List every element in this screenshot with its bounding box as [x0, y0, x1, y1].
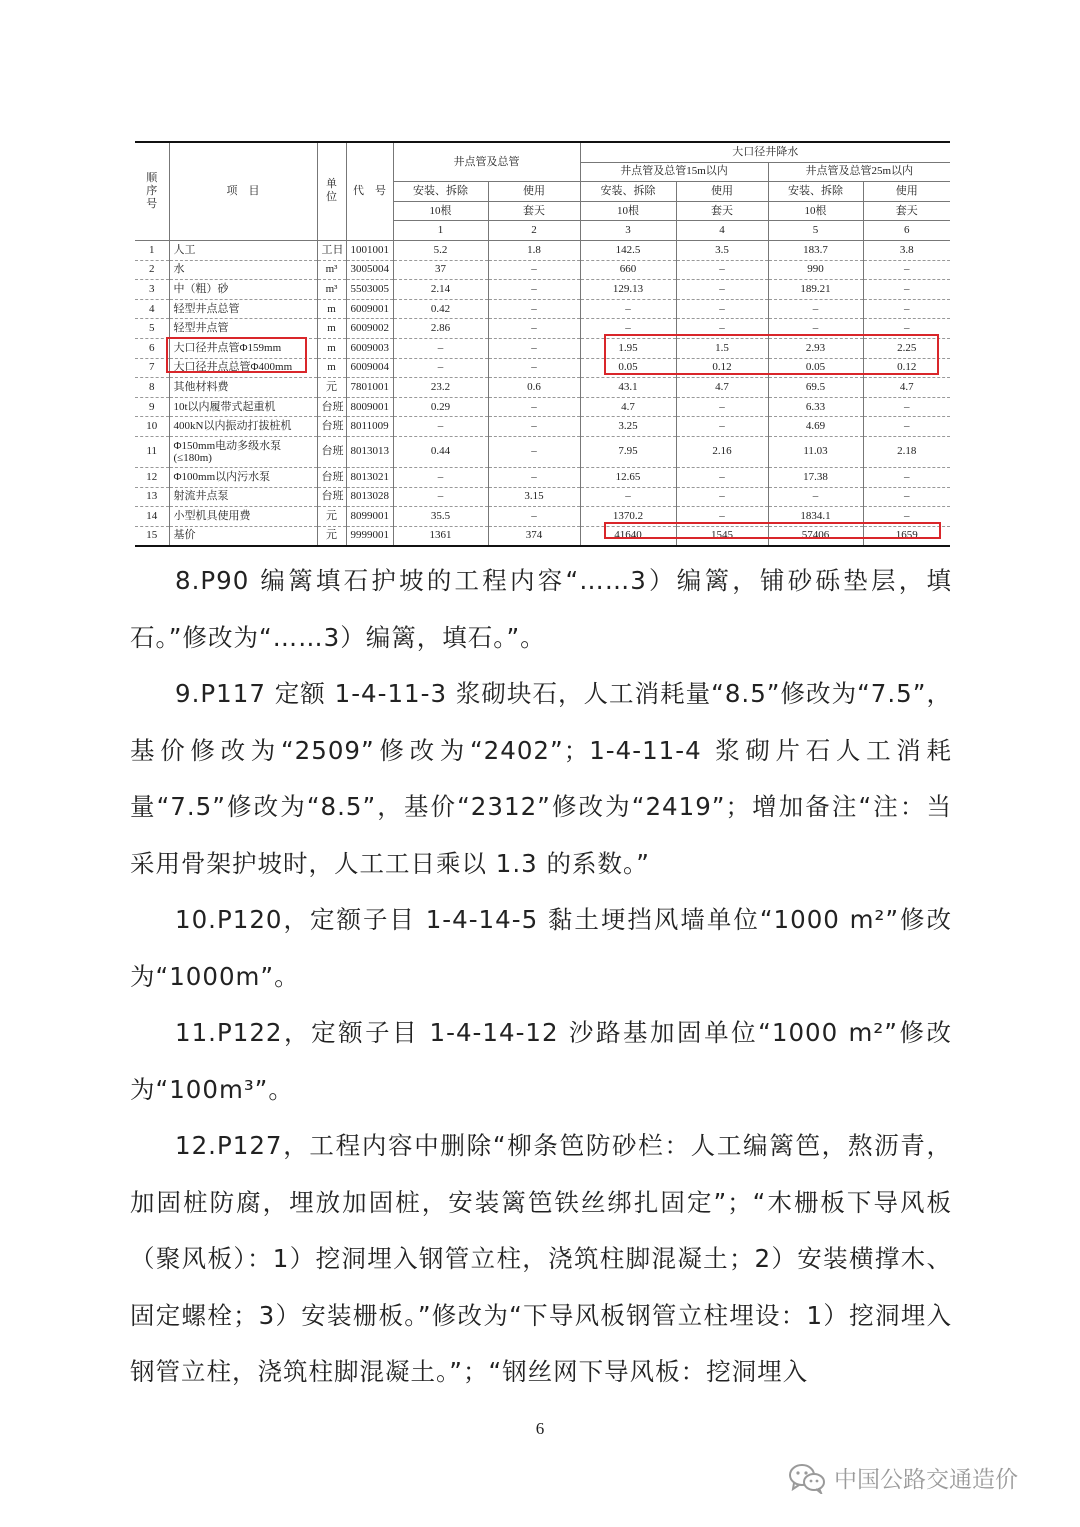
header-unit-roots: 10根	[580, 201, 676, 221]
row-value: –	[676, 487, 768, 507]
row-value: –	[676, 280, 768, 300]
row-code: 8013013	[346, 436, 393, 467]
row-value: 57406	[768, 526, 863, 546]
header-group-large-well: 大口径井降水	[580, 142, 950, 162]
row-value: –	[863, 487, 950, 507]
row-value: –	[488, 397, 580, 417]
row-unit: m	[317, 319, 346, 339]
row-value: 1.5	[676, 338, 768, 358]
header-code: 代 号	[346, 142, 393, 240]
row-seq: 10	[135, 417, 169, 437]
header-item: 项 目	[169, 142, 317, 240]
table-row	[135, 280, 950, 300]
row-value: 41640	[580, 526, 676, 546]
row-value: 4.7	[863, 378, 950, 398]
row-value: 0.12	[676, 358, 768, 378]
row-value: 189.21	[768, 280, 863, 300]
row-value: 0.05	[768, 358, 863, 378]
row-seq: 11	[135, 436, 169, 467]
paragraph-12: 12.P127，工程内容中删除“柳条笆防砂栏：人工编篱笆，熬沥青，加固桩防腐，埋放加固桩，安装篱笆铁丝绑扎固定”；“木栅板下导风板（聚风板）：1）挖洞埋入钢管立柱，浇筑柱脚混凝土；2）安装横撑木、固定螺栓；3）安装栅板。”修改为“下导风板钢管立柱埋设：1）挖洞埋入钢管立柱，浇筑柱脚混凝土。”；“钢丝网下导风板：挖洞埋入	[130, 1131, 952, 1386]
row-item: 水	[169, 260, 317, 280]
row-value: –	[676, 299, 768, 319]
row-code: 6009003	[346, 338, 393, 358]
row-value: 2.93	[768, 338, 863, 358]
row-item: 大口径井点总管Φ400mm	[169, 358, 317, 378]
row-value: 1834.1	[768, 507, 863, 527]
row-value: 129.13	[580, 280, 676, 300]
row-value: –	[393, 338, 488, 358]
row-code: 6009001	[346, 299, 393, 319]
wechat-icon	[788, 1462, 826, 1494]
row-value: –	[676, 467, 768, 487]
page-number: 6	[535, 1419, 545, 1438]
row-value: –	[863, 397, 950, 417]
row-item: 其他材料费	[169, 378, 317, 398]
row-seq: 1	[135, 240, 169, 260]
row-value: –	[488, 338, 580, 358]
row-unit: m³	[317, 280, 346, 300]
row-value: –	[488, 507, 580, 527]
row-unit: m	[317, 299, 346, 319]
row-value: –	[676, 319, 768, 339]
row-seq: 12	[135, 467, 169, 487]
row-seq: 6	[135, 338, 169, 358]
row-unit: 元	[317, 526, 346, 546]
table-row	[135, 260, 950, 280]
row-item: 中（粗）砂	[169, 280, 317, 300]
header-unit-setday: 套天	[488, 201, 580, 221]
row-value: –	[768, 319, 863, 339]
row-value: 2.16	[676, 436, 768, 467]
row-unit: 台班	[317, 417, 346, 437]
row-item: Φ100mm以内污水泵	[169, 467, 317, 487]
row-value: 0.29	[393, 397, 488, 417]
row-code: 8013028	[346, 487, 393, 507]
row-value: 142.5	[580, 240, 676, 260]
row-value: –	[676, 417, 768, 437]
header-seq: 顺序号	[135, 142, 169, 240]
row-code: 8013021	[346, 467, 393, 487]
row-value: 660	[580, 260, 676, 280]
row-unit: 台班	[317, 487, 346, 507]
row-value: –	[488, 467, 580, 487]
row-unit: 工日	[317, 240, 346, 260]
row-value: 3.15	[488, 487, 580, 507]
row-value: 2.25	[863, 338, 950, 358]
row-code: 3005004	[346, 260, 393, 280]
table-row	[135, 240, 950, 260]
header-unit-roots: 10根	[768, 201, 863, 221]
row-value: 6.33	[768, 397, 863, 417]
row-unit: m³	[317, 260, 346, 280]
row-value: 2.14	[393, 280, 488, 300]
header-sub-25m: 井点管及总管25m以内	[768, 162, 950, 182]
row-value: 990	[768, 260, 863, 280]
row-unit: m	[317, 338, 346, 358]
highlight-box-values	[604, 334, 939, 375]
header-use: 使用	[488, 182, 580, 202]
row-value: –	[488, 299, 580, 319]
row-code: 7801001	[346, 378, 393, 398]
paragraph-11: 11.P122，定额子目 1-4-14-12 沙路基加固单位“1000 m²”修改为“100m³”。	[130, 1018, 952, 1104]
row-value: 0.12	[863, 358, 950, 378]
row-value: –	[580, 299, 676, 319]
table-row	[135, 487, 950, 507]
row-value: –	[863, 417, 950, 437]
row-value: 3.25	[580, 417, 676, 437]
row-seq: 2	[135, 260, 169, 280]
header-row-1	[135, 142, 950, 162]
row-value: –	[488, 358, 580, 378]
header-sub-15m: 井点管及总管15m以内	[580, 162, 768, 182]
watermark	[788, 1461, 1018, 1494]
row-value: –	[393, 417, 488, 437]
row-code: 9999001	[346, 526, 393, 546]
row-value: 17.38	[768, 467, 863, 487]
header-use: 使用	[676, 182, 768, 202]
row-value: 1659	[863, 526, 950, 546]
row-code: 8009001	[346, 397, 393, 417]
row-item: 轻型井点管	[169, 319, 317, 339]
row-value: –	[676, 507, 768, 527]
row-code: 6009004	[346, 358, 393, 378]
header-group-wellpoint: 井点管及总管	[393, 142, 580, 182]
header-install: 安装、拆除	[768, 182, 863, 202]
row-value: 5.2	[393, 240, 488, 260]
row-value: 7.95	[580, 436, 676, 467]
row-value: 0.42	[393, 299, 488, 319]
row-value: –	[488, 436, 580, 467]
row-value: 0.6	[488, 378, 580, 398]
row-value: –	[863, 299, 950, 319]
header-col-num: 3	[580, 221, 676, 241]
row-item: 射流井点泵	[169, 487, 317, 507]
row-value: –	[393, 467, 488, 487]
row-value: –	[863, 260, 950, 280]
row-value: 3.8	[863, 240, 950, 260]
row-seq: 4	[135, 299, 169, 319]
row-value: 1545	[676, 526, 768, 546]
row-value: –	[488, 260, 580, 280]
highlight-box-baseprice	[604, 522, 941, 539]
row-value: 11.03	[768, 436, 863, 467]
row-value: 374	[488, 526, 580, 546]
row-unit: 台班	[317, 436, 346, 467]
row-seq: 5	[135, 319, 169, 339]
row-value: 37	[393, 260, 488, 280]
row-value: –	[768, 299, 863, 319]
table-row	[135, 417, 950, 437]
row-value: 4.69	[768, 417, 863, 437]
row-seq: 8	[135, 378, 169, 398]
header-col-num: 1	[393, 221, 488, 241]
row-seq: 13	[135, 487, 169, 507]
row-unit: 元	[317, 378, 346, 398]
row-value: 23.2	[393, 378, 488, 398]
table-row	[135, 299, 950, 319]
row-value: 1361	[393, 526, 488, 546]
paragraph-8: 8.P90 编篱填石护坡的工程内容“……3）编篱，铺砂砾垫层，填石。”修改为“……3）编篱，填石。”。	[130, 566, 952, 652]
header-use: 使用	[863, 182, 950, 202]
paragraph-9: 9.P117 定额 1-4-11-3 浆砌块石，人工消耗量“8.5”修改为“7.5”，基价修改为“2509”修改为“2402”；1-4-11-4 浆砌片石人工消耗量“7.5”修改为“8.5”，基价“2312”修改为“2419”；增加备注“注：当采用骨架护坡时，人工工日乘以 1.3 的系数。”	[130, 679, 952, 878]
row-code: 8011009	[346, 417, 393, 437]
row-item: 大口径井点管Φ159mm	[169, 338, 317, 358]
row-value: 3.5	[676, 240, 768, 260]
header-col-num: 5	[768, 221, 863, 241]
row-value: –	[676, 260, 768, 280]
header-unit-roots: 10根	[393, 201, 488, 221]
table-row	[135, 397, 950, 417]
row-value: –	[488, 417, 580, 437]
row-value: –	[580, 487, 676, 507]
paragraph-10: 10.P120，定额子目 1-4-14-5 黏土埂挡风墙单位“1000 m²”修改为“1000m”。	[130, 905, 952, 991]
row-unit: 元	[317, 507, 346, 527]
row-value: –	[768, 487, 863, 507]
row-value: –	[488, 280, 580, 300]
row-value: 43.1	[580, 378, 676, 398]
row-value: –	[863, 319, 950, 339]
row-value: –	[393, 487, 488, 507]
row-value: 69.5	[768, 378, 863, 398]
row-value: 4.7	[676, 378, 768, 398]
row-seq: 9	[135, 397, 169, 417]
row-code: 5503005	[346, 280, 393, 300]
header-col-num: 4	[676, 221, 768, 241]
row-value: 1370.2	[580, 507, 676, 527]
watermark-text: 中国公路交通造价	[834, 1467, 1018, 1493]
row-unit: 台班	[317, 467, 346, 487]
header-install: 安装、拆除	[393, 182, 488, 202]
row-item: 400kN以内振动打拔桩机	[169, 417, 317, 437]
row-value: 35.5	[393, 507, 488, 527]
header-unit-setday: 套天	[863, 201, 950, 221]
row-value: 4.7	[580, 397, 676, 417]
row-seq: 14	[135, 507, 169, 527]
row-value: 1.8	[488, 240, 580, 260]
highlight-box-items	[166, 337, 307, 373]
row-value: –	[676, 397, 768, 417]
row-item: Φ150mm电动多级水泵(≤180m)	[169, 436, 317, 467]
table-row	[135, 467, 950, 487]
header-col-num: 2	[488, 221, 580, 241]
row-value: –	[863, 280, 950, 300]
table-row	[135, 378, 950, 398]
header-unit-setday: 套天	[676, 201, 768, 221]
header-install: 安装、拆除	[580, 182, 676, 202]
row-value: –	[863, 467, 950, 487]
row-value: 0.05	[580, 358, 676, 378]
row-unit: 台班	[317, 397, 346, 417]
row-value: 12.65	[580, 467, 676, 487]
row-value: 183.7	[768, 240, 863, 260]
row-value: 2.18	[863, 436, 950, 467]
row-value: 1.95	[580, 338, 676, 358]
row-seq: 7	[135, 358, 169, 378]
row-unit: m	[317, 358, 346, 378]
row-item: 基价	[169, 526, 317, 546]
header-col-num: 6	[863, 221, 950, 241]
row-value: –	[863, 507, 950, 527]
row-value: –	[488, 319, 580, 339]
table-row	[135, 436, 950, 467]
row-value: –	[393, 358, 488, 378]
row-code: 6009002	[346, 319, 393, 339]
row-value: –	[580, 319, 676, 339]
row-item: 小型机具使用费	[169, 507, 317, 527]
header-unit: 单位	[317, 142, 346, 240]
row-item: 10t以内履带式起重机	[169, 397, 317, 417]
row-seq: 3	[135, 280, 169, 300]
row-item: 轻型井点总管	[169, 299, 317, 319]
row-code: 8099001	[346, 507, 393, 527]
row-value: 0.44	[393, 436, 488, 467]
row-value: 2.86	[393, 319, 488, 339]
row-code: 1001001	[346, 240, 393, 260]
row-seq: 15	[135, 526, 169, 546]
row-item: 人工	[169, 240, 317, 260]
